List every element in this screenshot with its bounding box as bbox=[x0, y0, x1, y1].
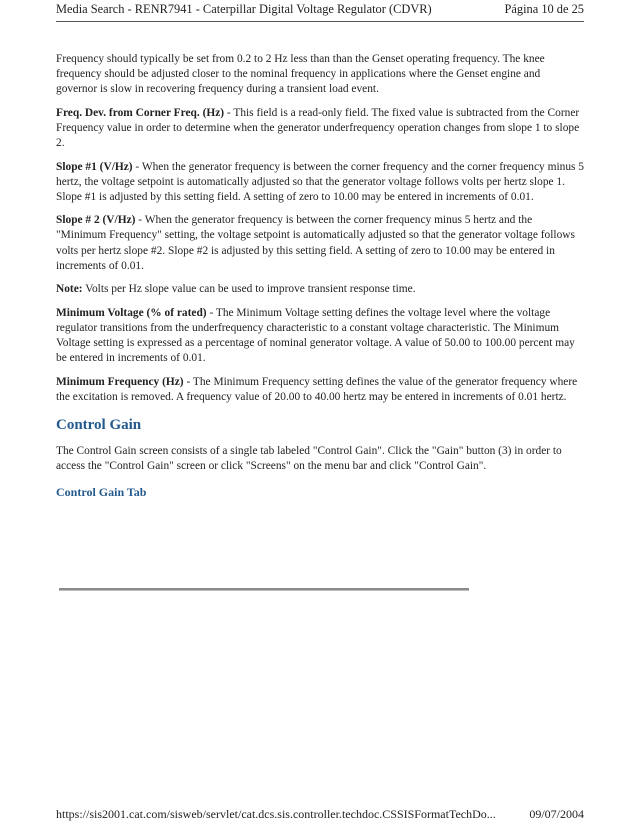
section-heading-control-gain: Control Gain bbox=[56, 416, 142, 433]
paragraph-control-gain: The Control Gain screen consists of a single tab labeled "Control Gain". Click the "Gain" button (3) in order to access the "Control Gain" screen or click "Screens" on the menu bar and click "Control Gain". bbox=[56, 444, 562, 472]
term-min-frequency: Minimum Frequency (Hz) bbox=[56, 375, 184, 388]
document-title: Media Search - RENR7941 - Caterpillar Digital Voltage Regulator (CDVR) bbox=[56, 2, 432, 16]
desc-min-voltage: - The Minimum Voltage setting defines the voltage level where the voltage regulator transitions from the underfrequency characteristic to a constant voltage characteristic. The Minimum Voltage setting is expressed as a percentage of nominal generator voltage. A value of 50.00 to 100.00 percent may be entered in increments of 0.01. bbox=[56, 306, 575, 365]
paragraph-slope-2 bbox=[56, 213, 584, 273]
subheading-control-gain-tab: Control Gain Tab bbox=[56, 485, 147, 500]
term-freq-dev: Freq. Dev. from Corner Freq. (Hz) bbox=[56, 106, 225, 119]
term-min-voltage: Minimum Voltage (% of rated) bbox=[56, 306, 207, 319]
page-footer bbox=[56, 806, 584, 822]
paragraph-note bbox=[56, 282, 584, 297]
desc-slope-1: - When the generator frequency is between the corner frequency and the corner frequency minus 5 hertz, the voltage setpoint is automatically adjusted so that the generator voltage follows volts per hertz slope 1. Slope #1 is adjusted by this setting field. A setting of zero to 10.00 may be entered in increments of 0.01. bbox=[56, 160, 584, 203]
paragraph-slope-1 bbox=[56, 160, 584, 205]
footer-date: 09/07/2004 bbox=[529, 807, 584, 821]
document-body bbox=[56, 52, 584, 500]
paragraph-min-frequency bbox=[56, 375, 584, 405]
term-note: Note: bbox=[56, 283, 83, 296]
desc-note: Volts per Hz slope value can be used to improve transient response time. bbox=[82, 283, 416, 296]
desc-min-frequency: - The Minimum Frequency setting defines the value of the generator frequency where the excitation is removed. A frequency value of 20.00 to 40.00 hertz may be entered in increments of 0.01 hertz. bbox=[56, 375, 578, 403]
footer-url[interactable]: https://sis2001.cat.com/sisweb/servlet/cat.dcs.sis.controller.techdoc.CSSISFormatTechDo... bbox=[56, 807, 496, 821]
term-slope-1: Slope #1 (V/Hz) bbox=[56, 160, 133, 173]
horizontal-divider bbox=[59, 588, 469, 591]
desc-freq-dev: - This field is a read-only field. The fixed value is subtracted from the Corner Frequency value in order to determine when the generator underfrequency operation changes from slope 1 to slope 2. bbox=[56, 106, 580, 149]
paragraph-frequency: Frequency should typically be set from 0.2 to 2 Hz less than than the Genset operating frequency. The knee frequency should be adjusted closer to the nominal frequency in applications where the Genset engine and governor is slow in recovering frequency during a transient load event. bbox=[56, 53, 545, 96]
paragraph-freq-dev bbox=[56, 106, 584, 151]
desc-slope-2: - When the generator frequency is between the corner frequency minus 5 hertz and the "Minimum Frequency" setting, the voltage setpoint is automatically adjusted so that the generator voltage follows volts per hertz slope #2. Slope #2 is adjusted by this setting field. A setting of zero to 10.00 may be entered in increments of 0.01. bbox=[56, 214, 575, 272]
page-header bbox=[56, 0, 584, 22]
term-slope-2: Slope # 2 (V/Hz) bbox=[56, 214, 136, 227]
paragraph-min-voltage bbox=[56, 306, 584, 366]
page-number: Página 10 de 25 bbox=[504, 2, 584, 16]
